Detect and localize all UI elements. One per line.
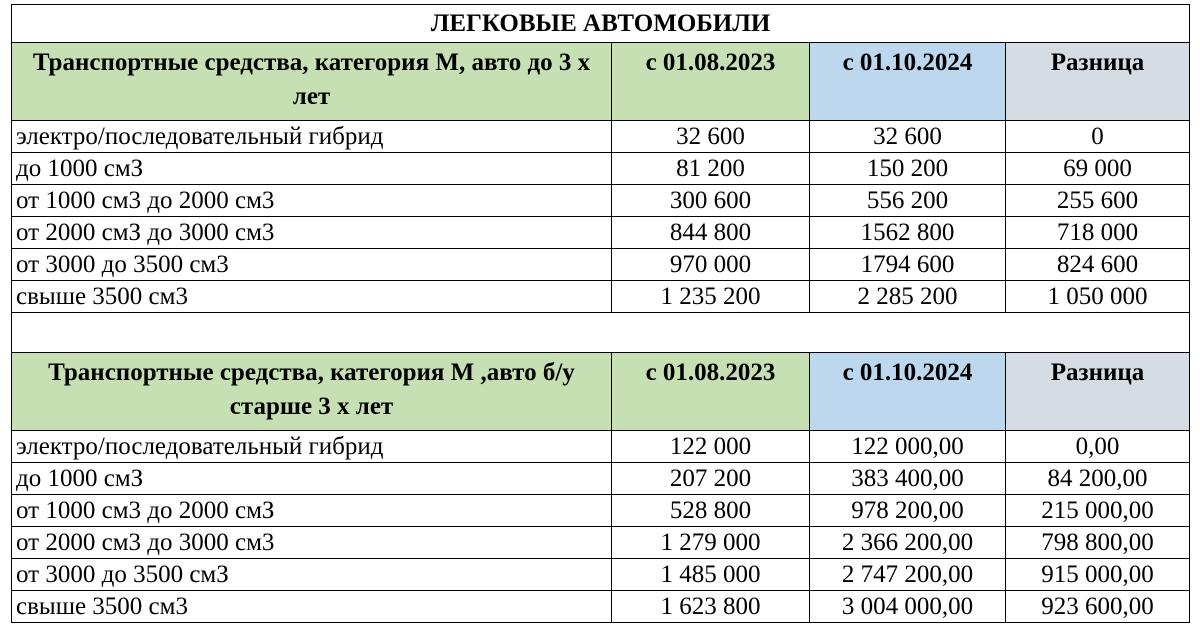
value-2024: 1794 600 (810, 249, 1006, 281)
value-2024: 2 285 200 (810, 281, 1006, 313)
table-row (12, 463, 1190, 495)
value-2024: 3 004 000,00 (810, 591, 1006, 623)
table-title-row (12, 5, 1190, 43)
value-diff: 718 000 (1006, 217, 1190, 249)
value-2024: 978 200,00 (810, 495, 1006, 527)
value-2023: 300 600 (612, 185, 810, 217)
header-col-diff: Разница (1006, 353, 1190, 431)
header-col-diff: Разница (1006, 43, 1190, 121)
row-label: от 2000 см3 до 3000 см3 (12, 527, 612, 559)
table-row (12, 591, 1190, 623)
value-diff: 798 800,00 (1006, 527, 1190, 559)
value-diff: 255 600 (1006, 185, 1190, 217)
table-row (12, 185, 1190, 217)
header-col-2024: с 01.10.2024 (810, 43, 1006, 121)
value-diff: 0,00 (1006, 431, 1190, 463)
customs-fee-table (11, 4, 1190, 623)
value-2024: 556 200 (810, 185, 1006, 217)
row-label: от 1000 см3 до 2000 см3 (12, 185, 612, 217)
value-2023: 844 800 (612, 217, 810, 249)
value-2023: 32 600 (612, 121, 810, 153)
row-label: свыше 3500 см3 (12, 281, 612, 313)
value-2023: 1 279 000 (612, 527, 810, 559)
table-title: ЛЕГКОВЫЕ АВТОМОБИЛИ (12, 5, 1190, 43)
row-label: от 2000 смЗ до 3000 см3 (12, 217, 612, 249)
value-2023: 970 000 (612, 249, 810, 281)
value-2023: 1 485 000 (612, 559, 810, 591)
value-2024: 122 000,00 (810, 431, 1006, 463)
table-row (12, 527, 1190, 559)
header-col-2024: с 01.10.2024 (810, 353, 1006, 431)
value-2024: 1562 800 (810, 217, 1006, 249)
table-row (12, 281, 1190, 313)
table-row (12, 559, 1190, 591)
row-label: от 1000 см3 до 2000 смЗ (12, 495, 612, 527)
value-diff: 215 000,00 (1006, 495, 1190, 527)
value-2023: 528 800 (612, 495, 810, 527)
row-label: электро/последовательный гибрид (12, 431, 612, 463)
header-col-2023: с 01.08.2023 (612, 353, 810, 431)
row-label: электро/последовательный гибрид (12, 121, 612, 153)
spacer-cell (12, 313, 1190, 353)
table-row (12, 153, 1190, 185)
table-row (12, 217, 1190, 249)
value-diff: 824 600 (1006, 249, 1190, 281)
row-label: от 3000 до 3500 см3 (12, 249, 612, 281)
header-row-new-cars (12, 43, 1190, 121)
value-2023: 122 000 (612, 431, 810, 463)
value-diff: 84 200,00 (1006, 463, 1190, 495)
header-col-2023: с 01.08.2023 (612, 43, 810, 121)
value-diff: 915 000,00 (1006, 559, 1190, 591)
row-label: свыше 3500 см3 (12, 591, 612, 623)
row-label: от 3000 до 3500 смЗ (12, 559, 612, 591)
table-row (12, 495, 1190, 527)
value-2024: 2 366 200,00 (810, 527, 1006, 559)
value-diff: 1 050 000 (1006, 281, 1190, 313)
row-label: до 1000 смЗ (12, 463, 612, 495)
value-2024: 383 400,00 (810, 463, 1006, 495)
value-2024: 150 200 (810, 153, 1006, 185)
spacer-row (12, 313, 1190, 353)
value-2023: 1 235 200 (612, 281, 810, 313)
value-2023: 1 623 800 (612, 591, 810, 623)
value-diff: 0 (1006, 121, 1190, 153)
value-2024: 32 600 (810, 121, 1006, 153)
table-row (12, 249, 1190, 281)
header-label: Транспортные средства, категория М, авто до 3 х лет (12, 43, 612, 121)
value-2023: 207 200 (612, 463, 810, 495)
table-row (12, 121, 1190, 153)
header-label: Транспортные средства, категория М ,авто б/у старше 3 х лет (12, 353, 612, 431)
header-row-used-cars (12, 353, 1190, 431)
row-label: до 1000 смЗ (12, 153, 612, 185)
value-diff: 923 600,00 (1006, 591, 1190, 623)
table-row (12, 431, 1190, 463)
value-diff: 69 000 (1006, 153, 1190, 185)
value-2023: 81 200 (612, 153, 810, 185)
value-2024: 2 747 200,00 (810, 559, 1006, 591)
